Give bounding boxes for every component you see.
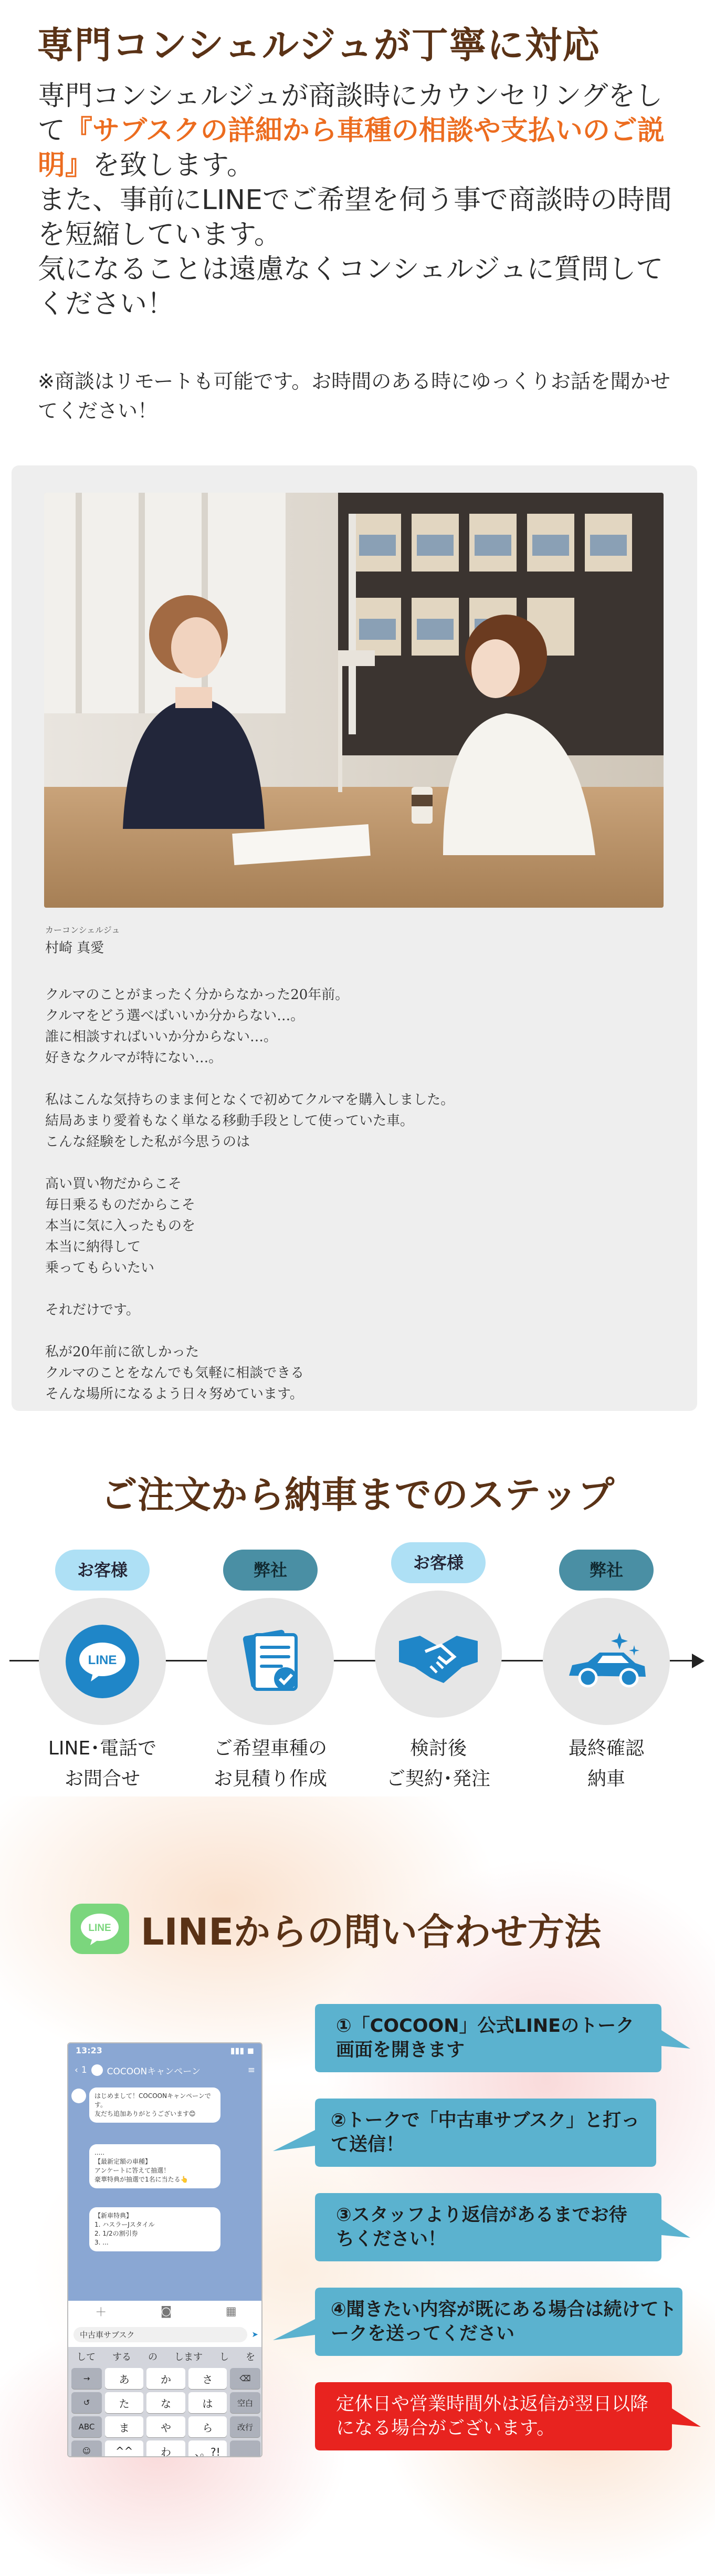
callout-step-4: [273, 2282, 682, 2361]
concierge-name: 村崎 真愛: [45, 940, 104, 956]
keyboard-key[interactable]: 改行: [230, 2416, 260, 2437]
story-line: クルマのことがまったく分からなかった20年前。: [45, 987, 349, 1003]
chat-message: はじめまして！COCOONキャンペーンです。 友だち追加ありがとうございます😊: [89, 2087, 220, 2123]
concierge-card: [12, 465, 697, 1411]
story-paragraph: [45, 1173, 665, 1279]
story-line: 結局あまり愛着もなく単なる移動手段として使っていた車。: [45, 1113, 414, 1129]
callout-text: ③スタッフより返信があるまでお待ちください！: [336, 2205, 627, 2250]
document-icon: [231, 1622, 310, 1701]
chat-message: ..... 【最新定額の車種】 アンケートに答えて抽選！ 豪華特典が抽選で1名に当たる👆: [89, 2144, 220, 2188]
camera-icon[interactable]: ◙: [160, 2304, 172, 2318]
keyboard: [68, 2366, 262, 2457]
intro-section: [0, 0, 715, 457]
step-badge: お客様: [391, 1542, 486, 1583]
step-label: [189, 1733, 352, 1794]
callout-text: 定休日や営業時間外は返信が翌日以降になる場合がございます。: [336, 2394, 649, 2439]
lead-text-3: また、事前にLINEでご希望を伺う事で商談時の時間を短縮しています。: [38, 184, 672, 251]
story-line: そんな場所になるよう日々努めています。: [45, 1386, 303, 1402]
callout-step-2: [273, 2093, 656, 2172]
sender-avatar: [71, 2089, 86, 2103]
chat-area: [68, 2081, 262, 2301]
keyboard-key[interactable]: な: [146, 2392, 185, 2413]
callout-notice: [315, 2377, 672, 2456]
story-line: 高い買い物だからこそ: [45, 1176, 182, 1192]
phone-screenshot: [67, 2042, 262, 2457]
suggestion[interactable]: して: [77, 2352, 96, 2363]
chat-message: 【新車特典】 1. ハスラーJスタイル 2. 1/2の割引券 3. ...: [89, 2207, 220, 2251]
line-logo-text: LINE: [88, 1923, 111, 1934]
concierge-photo: [44, 493, 664, 908]
keyboard-key[interactable]: や: [146, 2416, 185, 2437]
lead-highlight: 『サブスクの詳細から車種の相談や支払いのご説明』: [38, 115, 665, 181]
lead-text-4: 気になることは遠慮なくコンシェルジュに質問してください！: [38, 254, 664, 320]
story-line: 乗ってもらいたい: [45, 1260, 155, 1276]
callout-step-3: [315, 2188, 661, 2267]
story-line: 私はこんな気持ちのまま何となくで初めてクルマを購入しました。: [45, 1092, 455, 1108]
step-label-line: 最終確認: [568, 1738, 644, 1759]
message-input-text: 中古車サブスク: [73, 2327, 247, 2342]
handshake-icon: [394, 1620, 483, 1688]
suggestion[interactable]: の: [148, 2352, 157, 2363]
keyboard-key[interactable]: ↺: [71, 2392, 102, 2413]
step-circle: [39, 1598, 166, 1725]
keyboard-key[interactable]: →: [71, 2368, 102, 2389]
step-label-line: ご希望車種の: [213, 1738, 327, 1759]
plus-icon[interactable]: ＋: [95, 2305, 107, 2319]
car-icon: [562, 1627, 651, 1696]
keyboard-key[interactable]: さ: [188, 2368, 227, 2389]
step-label: [525, 1733, 688, 1794]
timeline-arrow-icon: [692, 1654, 705, 1668]
keyboard-key[interactable]: は: [188, 2392, 227, 2413]
step-circle: [207, 1598, 334, 1725]
step-label-line: 検討後: [409, 1738, 467, 1759]
chat-header: [68, 2059, 261, 2081]
menu-icon[interactable]: ≡: [247, 2065, 255, 2075]
story-line: 私が20年前に欲しかった: [45, 1344, 199, 1360]
back-icon[interactable]: ‹: [75, 2065, 78, 2075]
story-paragraph: [45, 984, 665, 1068]
line-logo-icon: [70, 1904, 129, 1954]
step-label-line: ご契約･発注: [386, 1768, 490, 1790]
step-label: [21, 1733, 184, 1794]
step-label-line: お問合せ: [64, 1768, 140, 1790]
story-line: 好きなクルマが特にない…。: [45, 1050, 223, 1066]
suggestion[interactable]: を: [246, 2352, 255, 2363]
chat-toolbar: [68, 2301, 262, 2322]
step-delivery: [535, 1550, 677, 1790]
story-paragraph: [45, 1300, 665, 1321]
step-badge: 弊社: [559, 1550, 654, 1591]
story-line: 誰に相談すればいいか分からない…。: [45, 1029, 278, 1045]
keyboard-key[interactable]: あ: [105, 2368, 143, 2389]
chat-avatar: [91, 2064, 103, 2076]
step-label: [357, 1733, 520, 1794]
step-badge: お客様: [55, 1550, 150, 1591]
line-title-text: LINEからの問い合わせ方法: [141, 1910, 602, 1954]
story-paragraph: [45, 1089, 665, 1152]
keyboard-key[interactable]: 空白: [230, 2392, 260, 2413]
keyboard-suggestions: [68, 2347, 262, 2366]
story-line: こんな経験をした私が今思うのは: [45, 1134, 250, 1150]
line-section-title: [70, 1903, 601, 1955]
callout-text: ①「COCOON」公式LINEのトーク画面を開きます: [336, 2016, 635, 2061]
keyboard-key[interactable]: た: [105, 2392, 143, 2413]
story-paragraph: [45, 1342, 665, 1405]
story-line: それだけです。: [45, 1302, 140, 1318]
callout-step-1: [315, 1999, 661, 2078]
step-label-line: LINE･電話で: [48, 1738, 157, 1759]
suggestion[interactable]: し: [219, 2352, 229, 2363]
keyboard-key[interactable]: [230, 2440, 260, 2457]
step-circle: [375, 1591, 502, 1718]
step-contract: [367, 1542, 509, 1790]
concierge-role: カーコンシェルジュ: [45, 925, 120, 935]
steps-title: ご注文から納車までのステップ: [100, 1473, 615, 1516]
line-icon: [66, 1625, 139, 1698]
step-label-line: お見積り作成: [213, 1768, 327, 1790]
chat-name: COCOONキャンペーン: [107, 2066, 201, 2077]
phone-status-bar: [68, 2043, 261, 2059]
step-label-line: 納車: [587, 1768, 625, 1790]
step-badge: 弊社: [223, 1550, 318, 1591]
keyboard-key[interactable]: 、。?!: [188, 2440, 227, 2457]
message-input[interactable]: [68, 2322, 262, 2347]
keyboard-key[interactable]: ^^: [105, 2440, 143, 2457]
keyboard-key[interactable]: ⌫: [230, 2368, 260, 2389]
callout-text: ④聞きたい内容が既にある場合は続けてトークを送ってください: [331, 2299, 677, 2344]
story-line: 本当に気に入ったものを: [45, 1218, 196, 1234]
lead-text-2: を致します。: [92, 150, 254, 181]
signal-battery-icon: ▮▮▮ ◼: [230, 2045, 254, 2055]
step-inquiry: [31, 1550, 173, 1790]
concierge-story: [45, 984, 665, 1426]
image-icon[interactable]: ▦: [225, 2304, 237, 2318]
story-line: クルマのことをなんでも気軽に相談できる: [45, 1365, 304, 1381]
phone-time: 13:23: [76, 2045, 102, 2055]
intro-title: 専門コンシェルジュが丁寧に対応: [37, 24, 601, 67]
intro-lead: [38, 79, 678, 321]
send-icon[interactable]: ➤: [251, 2330, 258, 2339]
story-line: クルマをどう選べばいいか分からない…。: [45, 1008, 304, 1024]
story-line: 毎日乗るものだからこそ: [45, 1197, 196, 1213]
callout-text: ②トークで「中古車サブスク」と打って送信！: [331, 2110, 640, 2155]
step-estimate: [199, 1550, 341, 1790]
keyboard-key[interactable]: ま: [105, 2416, 143, 2437]
lead-text-1: 専門コンシェルジュが商談時にカウンセリングをして: [38, 80, 663, 147]
step-circle: [543, 1598, 670, 1725]
unread-count: 1: [81, 2065, 87, 2075]
story-line: 本当に納得して: [45, 1239, 141, 1255]
keyboard-key[interactable]: ら: [188, 2416, 227, 2437]
suggestion[interactable]: する: [112, 2352, 131, 2363]
suggestion[interactable]: します: [174, 2352, 203, 2363]
keyboard-key[interactable]: ☺: [71, 2440, 102, 2457]
keyboard-key[interactable]: わ: [146, 2440, 185, 2457]
line-icon-text: LINE: [88, 1653, 117, 1667]
remote-note: ※商談はリモートも可能です。お時間のある時にゆっくりお話を聞かせてください！: [38, 370, 670, 422]
keyboard-key[interactable]: か: [146, 2368, 185, 2389]
keyboard-key[interactable]: ABC: [71, 2416, 102, 2437]
